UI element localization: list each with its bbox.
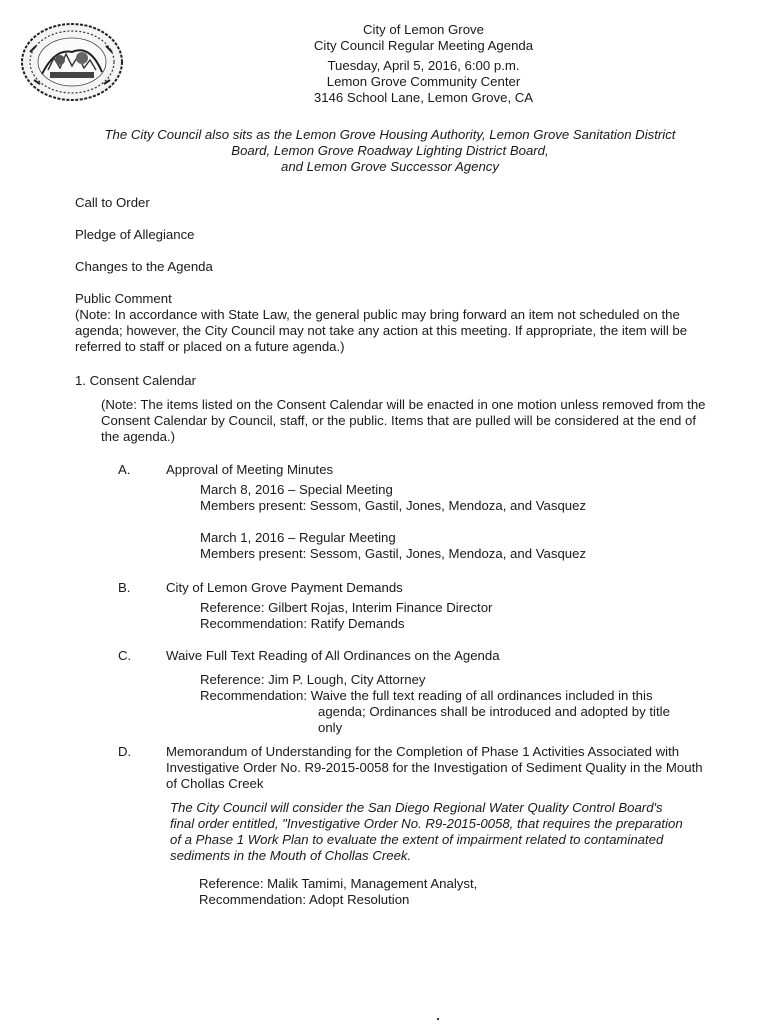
- recommendation-text: Waive the full text reading of all ordinances included in this: [307, 688, 653, 703]
- item-letter: C.: [118, 648, 132, 663]
- item-reference: Reference: Malik Tamimi, Management Analyst,: [199, 876, 478, 891]
- item-recommendation: Recommendation: Adopt Resolution: [199, 892, 410, 907]
- recommendation-text: agenda; Ordinances shall be introduced and adopted by title: [318, 704, 670, 719]
- item-title-chollas-creek-mou: Memorandum of Understanding for the Completion of Phase 1 Activities Associated with Investigative Order No. R9-2015-0058 for the Investigation of Sediment Quality in the Mouth of Chollas Creek: [166, 744, 703, 791]
- changes-to-agenda: Changes to the Agenda: [75, 259, 213, 274]
- intro-line: The City Council also sits as the Lemon Grove Housing Authority, Lemon Grove Sanitation District: [104, 127, 676, 142]
- minutes-members: Members present: Sessom, Gastil, Jones, Mendoza, and Vasquez: [200, 498, 587, 513]
- item-title-waive-reading: Waive Full Text Reading of All Ordinances on the Agenda: [166, 648, 500, 663]
- item-title-minutes: Approval of Meeting Minutes: [166, 462, 334, 477]
- public-comment-note: (Note: In accordance with State Law, the general public may bring forward an item not scheduled on the agenda; however, the City Council may not take any action at this meeting. If appropriate, the item will be referred to staff or placed on a future agenda.): [75, 307, 688, 354]
- meeting-address: 3146 School Lane, Lemon Grove, CA: [313, 90, 534, 105]
- page-mark: [437, 1018, 439, 1020]
- consent-calendar-heading: 1. Consent Calendar: [75, 373, 196, 388]
- public-comment-heading: Public Comment: [75, 291, 172, 306]
- intro-line: Board, Lemon Grove Roadway Lighting District Board,: [231, 143, 549, 158]
- call-to-order: Call to Order: [75, 195, 150, 210]
- minutes-members: Members present: Sessom, Gastil, Jones, Mendoza, and Vasquez: [200, 546, 587, 561]
- item-reference: Reference: Gilbert Rojas, Interim Finance Director: [200, 600, 493, 615]
- meeting-venue: Lemon Grove Community Center: [326, 74, 521, 89]
- council-roles-note: [80, 127, 700, 175]
- item-description: The City Council will consider the San Diego Regional Water Quality Control Board's final order entitled, "Investigative Order No. R9-2015-0058, that requires the preparation of a Phase 1 Work Plan to evaluate the extent of impairment related to contaminated sediments in the Mouth of Chollas Creek.: [170, 800, 683, 863]
- pledge-of-allegiance: Pledge of Allegiance: [75, 227, 195, 242]
- item-recommendation: [200, 688, 700, 736]
- meeting-datetime: Tuesday, April 5, 2016, 6:00 p.m.: [327, 58, 520, 73]
- recommendation-text: only: [318, 720, 343, 735]
- recommendation-label: Recommendation:: [200, 688, 308, 703]
- intro-line: and Lemon Grove Successor Agency: [281, 159, 499, 174]
- agenda-title: City Council Regular Meeting Agenda: [313, 38, 534, 53]
- item-recommendation: Recommendation: Ratify Demands: [200, 616, 405, 631]
- minutes-date: March 8, 2016 – Special Meeting: [200, 482, 393, 497]
- item-letter: B.: [118, 580, 131, 595]
- item-reference: Reference: Jim P. Lough, City Attorney: [200, 672, 426, 687]
- item-letter: A.: [118, 462, 131, 477]
- item-title-payment-demands: City of Lemon Grove Payment Demands: [166, 580, 403, 595]
- consent-calendar-note: (Note: The items listed on the Consent Calendar will be enacted in one motion unless removed from the Consent Calendar by Council, staff, or the public. Items that are pulled will be considered at the end of the agenda.): [101, 397, 706, 444]
- agenda-header: [0, 22, 770, 106]
- item-letter: D.: [118, 744, 132, 759]
- org-name: City of Lemon Grove: [363, 22, 484, 37]
- minutes-date: March 1, 2016 – Regular Meeting: [200, 530, 396, 545]
